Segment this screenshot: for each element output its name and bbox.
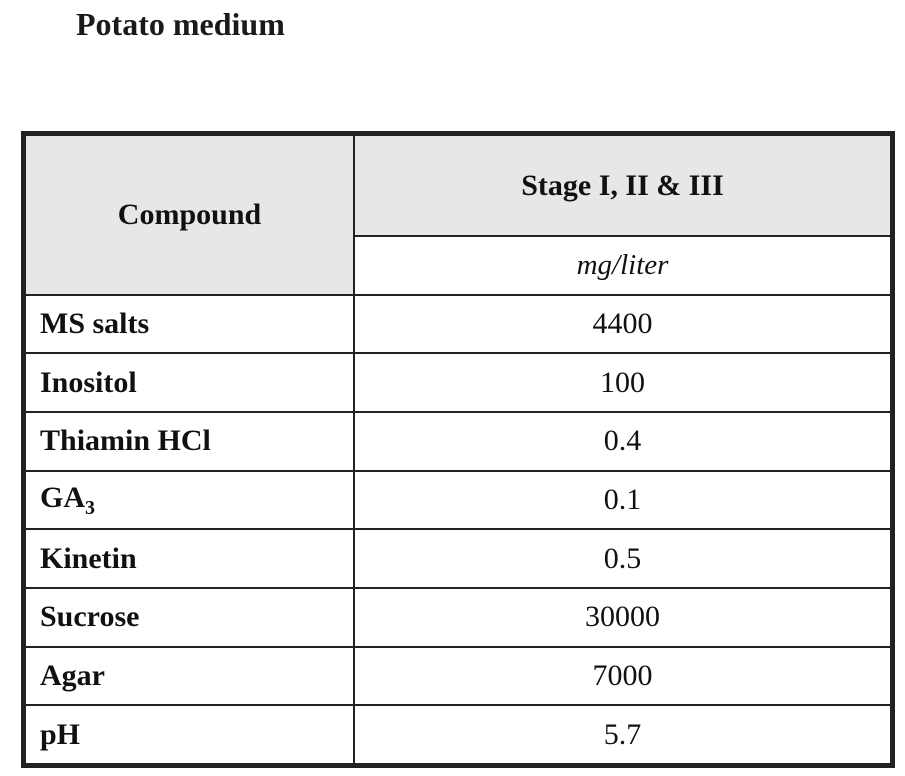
compound-name: Sucrose — [25, 588, 354, 647]
compound-value: 7000 — [354, 647, 891, 706]
compound-name-subscript: 3 — [85, 496, 95, 519]
compound-name: Agar — [25, 647, 354, 706]
compound-value: 5.7 — [354, 705, 891, 764]
table-row — [25, 705, 891, 764]
table-row — [25, 471, 891, 530]
table-row — [25, 412, 891, 471]
compound-name: MS salts — [25, 295, 354, 354]
table-row — [25, 647, 891, 706]
compound-name: Inositol — [25, 353, 354, 412]
table-row — [25, 353, 891, 412]
compound-value: 0.4 — [354, 412, 891, 471]
medium-table-frame — [21, 131, 895, 768]
compound-name: Kinetin — [25, 529, 354, 588]
compound-value: 30000 — [354, 588, 891, 647]
medium-composition-table — [24, 134, 892, 765]
table-row — [25, 295, 891, 354]
compound-value: 0.5 — [354, 529, 891, 588]
table-row — [25, 588, 891, 647]
page-title: Potato medium — [76, 6, 285, 42]
header-unit: mg/liter — [354, 236, 891, 295]
compound-name: Thiamin HCl — [25, 412, 354, 471]
compound-value: 0.1 — [354, 471, 891, 530]
table-header-row — [25, 135, 891, 236]
compound-name — [25, 471, 354, 530]
compound-name-main: GA — [40, 480, 85, 514]
compound-value: 100 — [354, 353, 891, 412]
table-row — [25, 529, 891, 588]
header-stage: Stage I, II & III — [354, 135, 891, 236]
compound-name: pH — [25, 705, 354, 764]
header-compound: Compound — [25, 135, 354, 295]
compound-value: 4400 — [354, 295, 891, 354]
